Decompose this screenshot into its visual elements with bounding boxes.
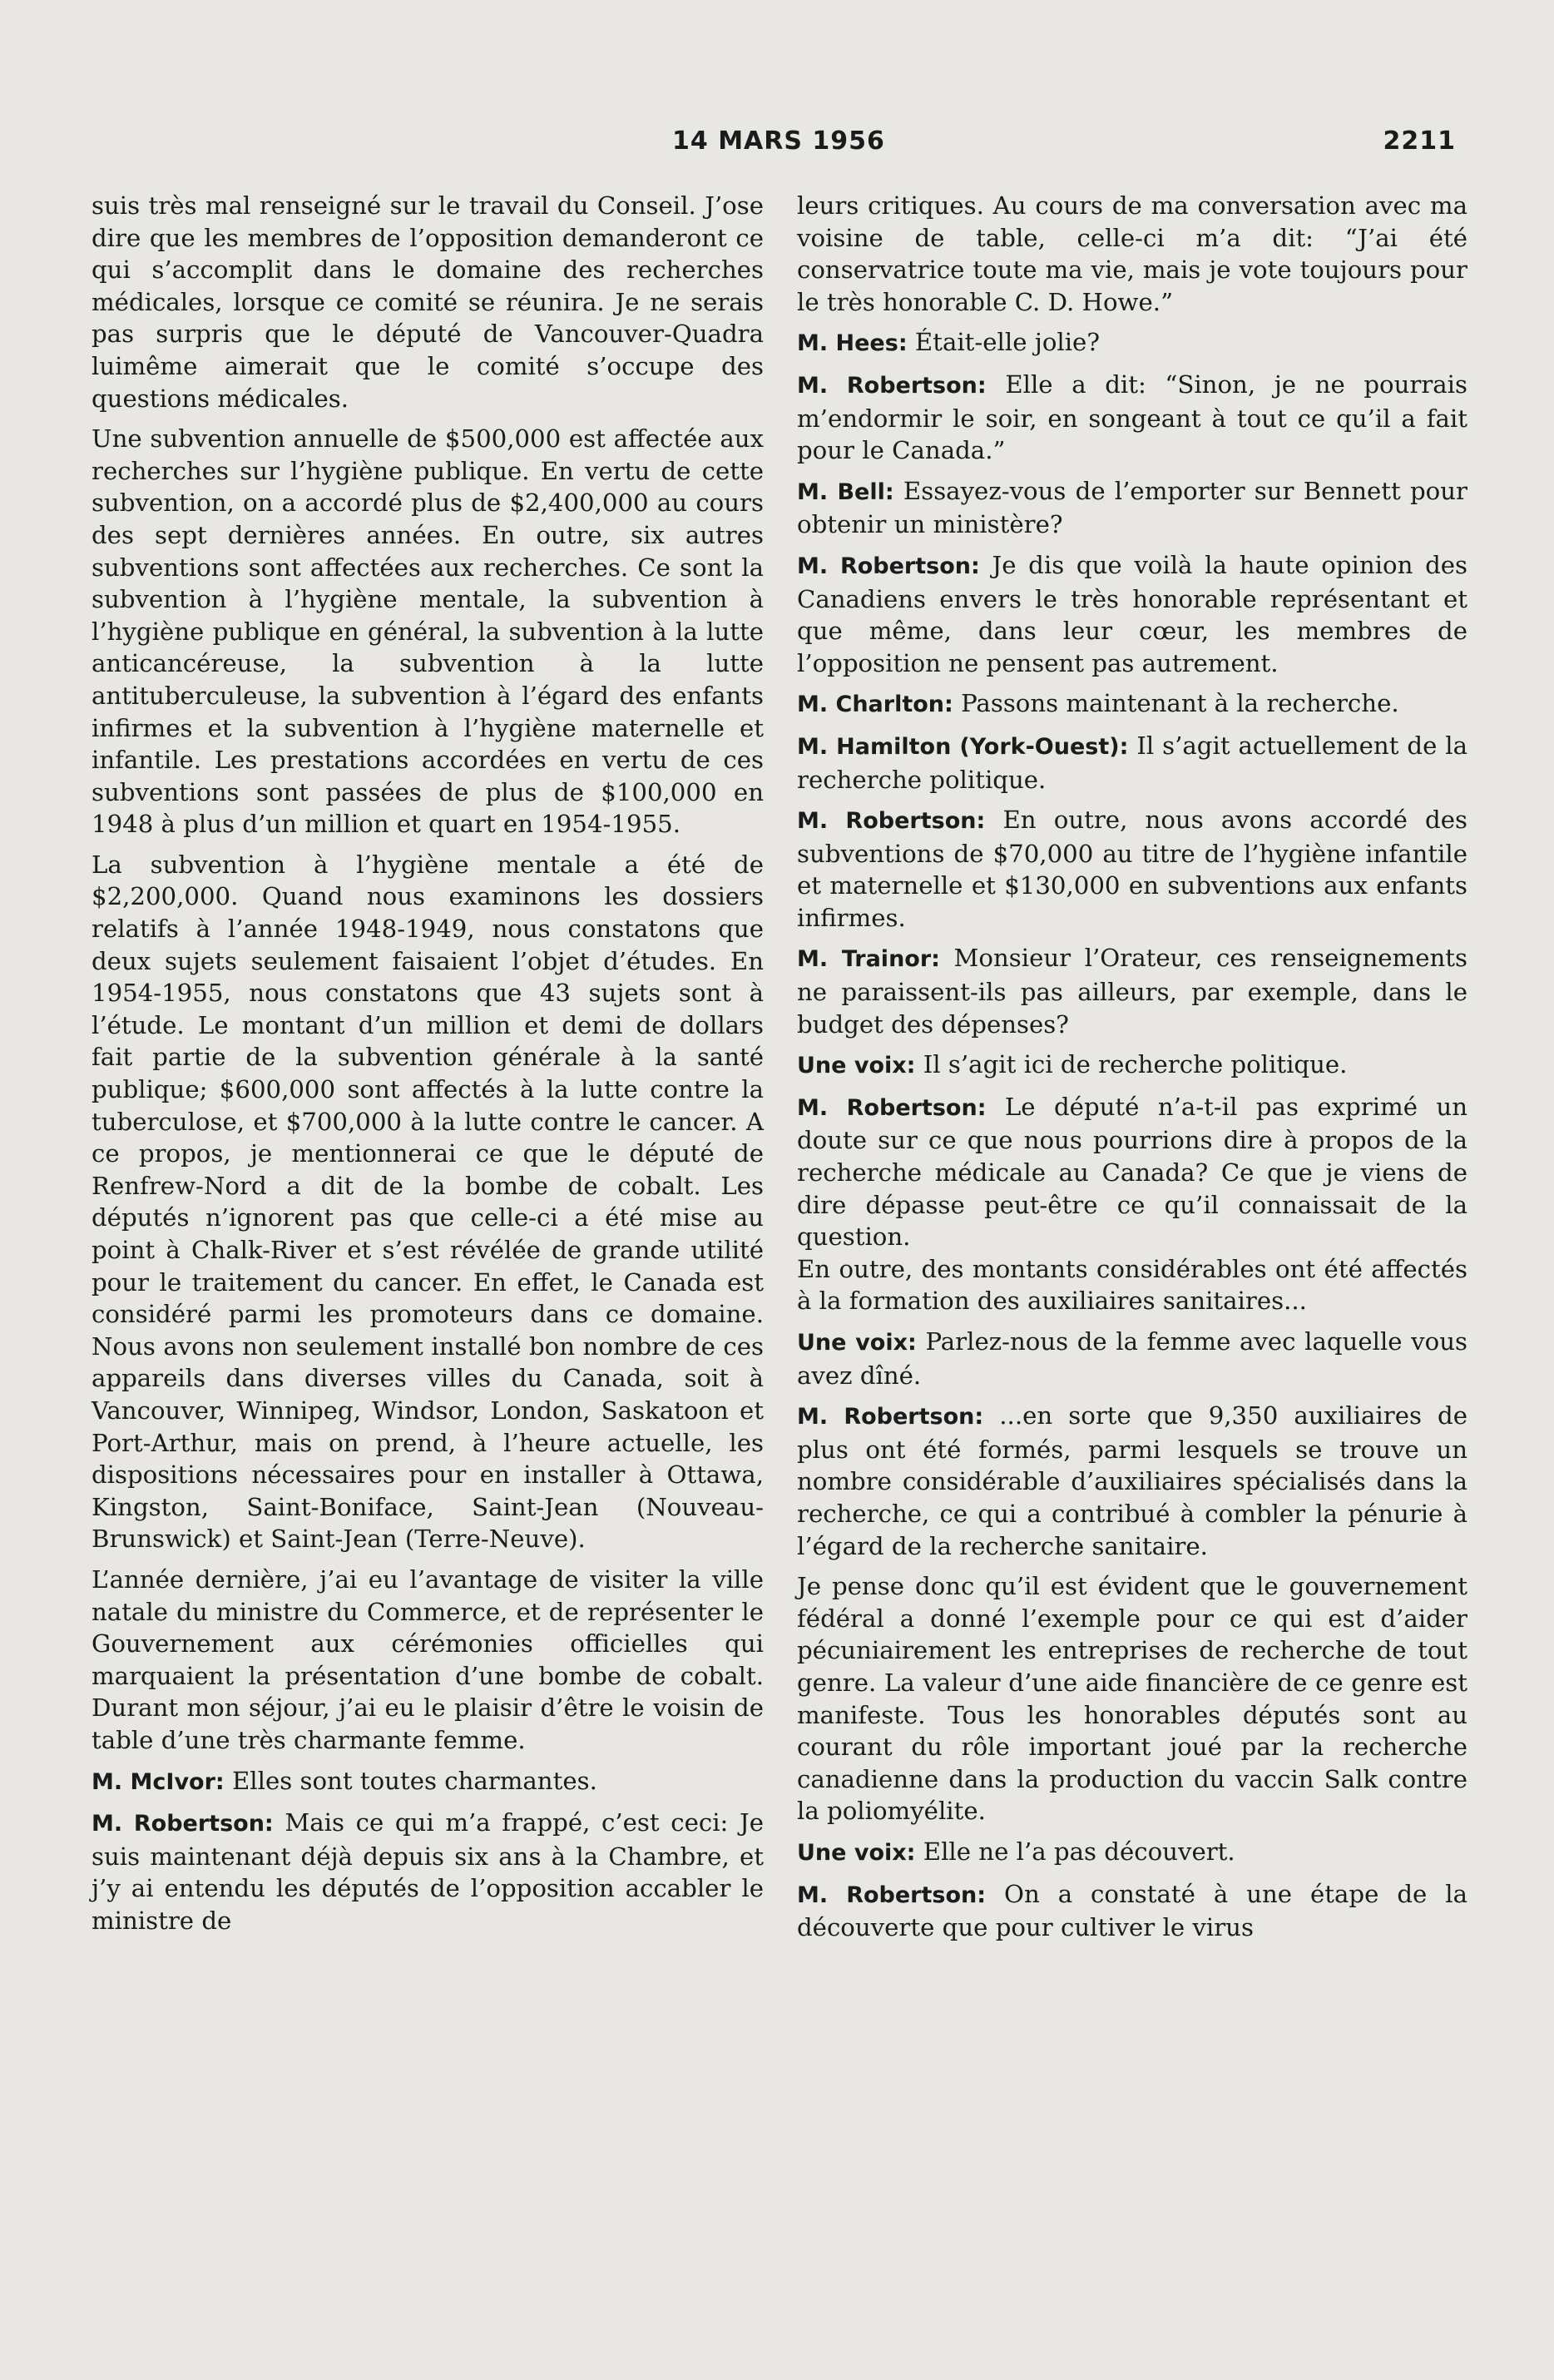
speaker-name: M. Charlton: <box>797 692 953 718</box>
speaker-name: M. McIvor: <box>92 1768 225 1795</box>
speech-text: Le député n’a-t-il pas exprimé un doute sur ce que nous pourrions dire à propos de la recherche médicale au Canada? Ce que je viens de dire dépasse peut-être ce qu’il connaissait de la question. <box>797 1092 1467 1252</box>
paragraph: Une subvention annuelle de $500,000 est affectée aux recherches sur l’hygiène publique. En vertu de cette subvention, on a accordé plus de $2,400,000 au cours des sept dernières années. En outre, six autres subventions sont affectées aux recherches. Ce sont la subvention à l’hygiène mentale, la subvention à l’hygiène publique en général, la subvention à la lutte anticancéreuse, la subvention à la lutte antituberculeuse, la subvention à l’égard des enfants infirmes et la subvention à l’hygiène maternelle et infantile. Les prestations accordées en vertu de ces subventions sont passées de plus de $100,000 en 1948 à plus d’un million et quart en 1954-1955. <box>92 424 764 839</box>
paragraph: Je pense donc qu’il est évident que le gouvernement fédéral a donné l’exemple pour ce qui est d’aider pécuniairement les entreprises de recherche de tout genre. La valeur d’une aide financière de ce genre est manifeste. Tous les honorables députés sont au courant du rôle important joué par la recherche canadienne dans la production du vaccin Salk contre la poliomyélite. <box>797 1572 1467 1826</box>
paragraph: La subvention à l’hygiène mentale a été de $2,200,000. Quand nous examinons les dossiers relatifs à l’année 1948-1949, nous constatons que deux sujets seulement faisaient l’objet d’études. En 1954-1955, nous constatons que 43 sujets sont à l’étude. Le montant d’un million et demi de dollars fait partie de la subvention générale à la santé publique; $600,000 sont affectés à la lutte contre la tuberculose, et $700,000 à la lutte contre le cancer. A ce propos, je mentionnerai ce que le député de Renfrew-Nord a dit de la bombe de cobalt. Les députés n’ignorent pas que celle-ci a été mise au point à Chalk-River et s’est révélée de grande utilité pour le traitement du cancer. En effet, le Canada est considéré parmi les promoteurs dans ce domaine. Nous avons non seulement installé bon nombre de ces appareils dans diverses villes du Canada, soit à Vancouver, Winnipeg, Windsor, London, Saskatoon et Port-Arthur, mais on prend, à l’heure actuelle, les dispositions nécessaires pour en installer à Ottawa, Kingston, Saint-Boniface, Saint-Jean (Nouveau-Brunswick) et Saint-Jean (Terre-Neuve). <box>92 850 764 1554</box>
speech-text: Elle a dit: “Sinon, je ne pourrais m’endormir le soir, en songeant à tout ce qu’il a fait pour le Canada.” <box>797 369 1467 465</box>
speaker-name: Une voix: <box>797 1839 916 1866</box>
speech <box>797 549 1467 679</box>
speaker-name: M. Robertson: <box>797 372 987 399</box>
speaker-name: M. Trainor: <box>797 946 940 973</box>
speech <box>797 326 1467 360</box>
speaker-name: M. Hamilton (York-Ouest): <box>797 733 1129 760</box>
speech <box>797 1836 1467 1870</box>
speaker-name: M. Robertson: <box>797 553 980 579</box>
speech-text: En outre, nous avons accordé des subventions de $70,000 au titre de l’hygiène infantile et maternelle et $130,000 en subventions aux enfants infirmes. <box>797 806 1467 932</box>
speaker-name: Une voix: <box>797 1053 916 1079</box>
left-column <box>92 190 764 1945</box>
speech-text: ...en sorte que 9,350 auxiliaires de plus ont été formés, parmi lesquels se trouve un nombre considérable d’auxiliaires spécialisés dans la recherche, ce qui a contribué à combler la pénurie à l’égard de la recherche sanitaire. <box>797 1401 1467 1560</box>
paragraph: En outre, des montants considérables ont été affectés à la formation des auxiliaires sanitaires... <box>797 1254 1467 1316</box>
speech-text: Monsieur l’Orateur, ces renseignements ne paraissent-ils pas ailleurs, par exemple, dans le budget des dépenses? <box>797 944 1467 1039</box>
header-date: 14 MARS 1956 <box>672 126 885 156</box>
paragraph: L’année dernière, j’ai eu l’avantage de visiter la ville natale du ministre du Commerce, et de représenter le Gouvernement aux cérémonies officielles qui marquaient la présentation d’une bombe de cobalt. Durant mon séjour, j’ai eu le plaisir d’être le voisin de table d’une très charmante femme. <box>92 1564 764 1754</box>
speech-text: On a constaté à une étape de la découverte que pour cultiver le virus <box>797 1879 1467 1942</box>
speech <box>797 804 1467 934</box>
speech <box>92 1807 764 1936</box>
speaker-name: M. Robertson: <box>92 1811 274 1837</box>
speech <box>797 1878 1467 1944</box>
speaker-name: Une voix: <box>797 1330 917 1356</box>
paragraph: leurs critiques. Au cours de ma conversation avec ma voisine de table, celle-ci m’a dit: “J’ai été conservatrice toute ma vie, mais je vote toujours pour le très honorable C. D. Howe.” <box>797 191 1467 316</box>
speech-text: Était-elle jolie? <box>914 328 1100 357</box>
speech-text: Parlez-nous de la femme avec laquelle vous avez dîné. <box>797 1327 1468 1390</box>
speech <box>797 1326 1467 1391</box>
speech-text: Il s’agit actuellement de la recherche politique. <box>797 731 1468 794</box>
speech <box>797 369 1467 467</box>
speech <box>797 730 1467 796</box>
speech-text: Je dis que voilà la haute opinion des Canadiens envers le très honorable représentant et que même, dans leur cœur, les membres de l’opposition ne pensent pas autrement. <box>797 550 1467 677</box>
speech <box>92 1765 764 1799</box>
speech <box>797 687 1467 721</box>
paragraph: suis très mal renseigné sur le travail du Conseil. J’ose dire que les membres de l’opposition demanderont ce qui s’accomplit dans le domaine des recherches médicales, lorsque ce comité se réunira. Je ne serais pas surpris que le député de Vancouver-Quadra luimême aimerait que le comité s’occupe des questions médicales. <box>92 191 764 413</box>
speaker-name: M. Robertson: <box>797 808 986 835</box>
running-head <box>0 126 1554 168</box>
speech-text: Mais ce qui m’a frappé, c’est ceci: Je suis maintenant déjà depuis six ans à la Chambre, et j’y ai entendu les députés de l’opposition accabler le ministre de <box>92 1808 764 1935</box>
page-number: 2211 <box>1383 126 1456 156</box>
speech <box>797 1091 1467 1253</box>
speech-text: Passons maintenant à la recherche. <box>961 689 1399 718</box>
speech-text: Elles sont toutes charmantes. <box>232 1766 597 1795</box>
speaker-name: M. Robertson: <box>797 1404 984 1430</box>
speech-text: Elle ne l’a pas découvert. <box>923 1837 1235 1866</box>
speaker-name: M. Bell: <box>797 478 894 505</box>
right-column <box>797 190 1467 1952</box>
speaker-name: M. Hees: <box>797 330 908 357</box>
speech <box>797 475 1467 541</box>
speaker-name: M. Robertson: <box>797 1094 987 1121</box>
speech-text: Essayez-vous de l’emporter sur Bennett pour obtenir un ministère? <box>797 476 1467 539</box>
speech-text: Il s’agit ici de recherche politique. <box>923 1050 1348 1079</box>
speech <box>797 1400 1467 1562</box>
speaker-name: M. Robertson: <box>797 1882 987 1908</box>
speech <box>797 1049 1467 1083</box>
speech <box>797 942 1467 1040</box>
